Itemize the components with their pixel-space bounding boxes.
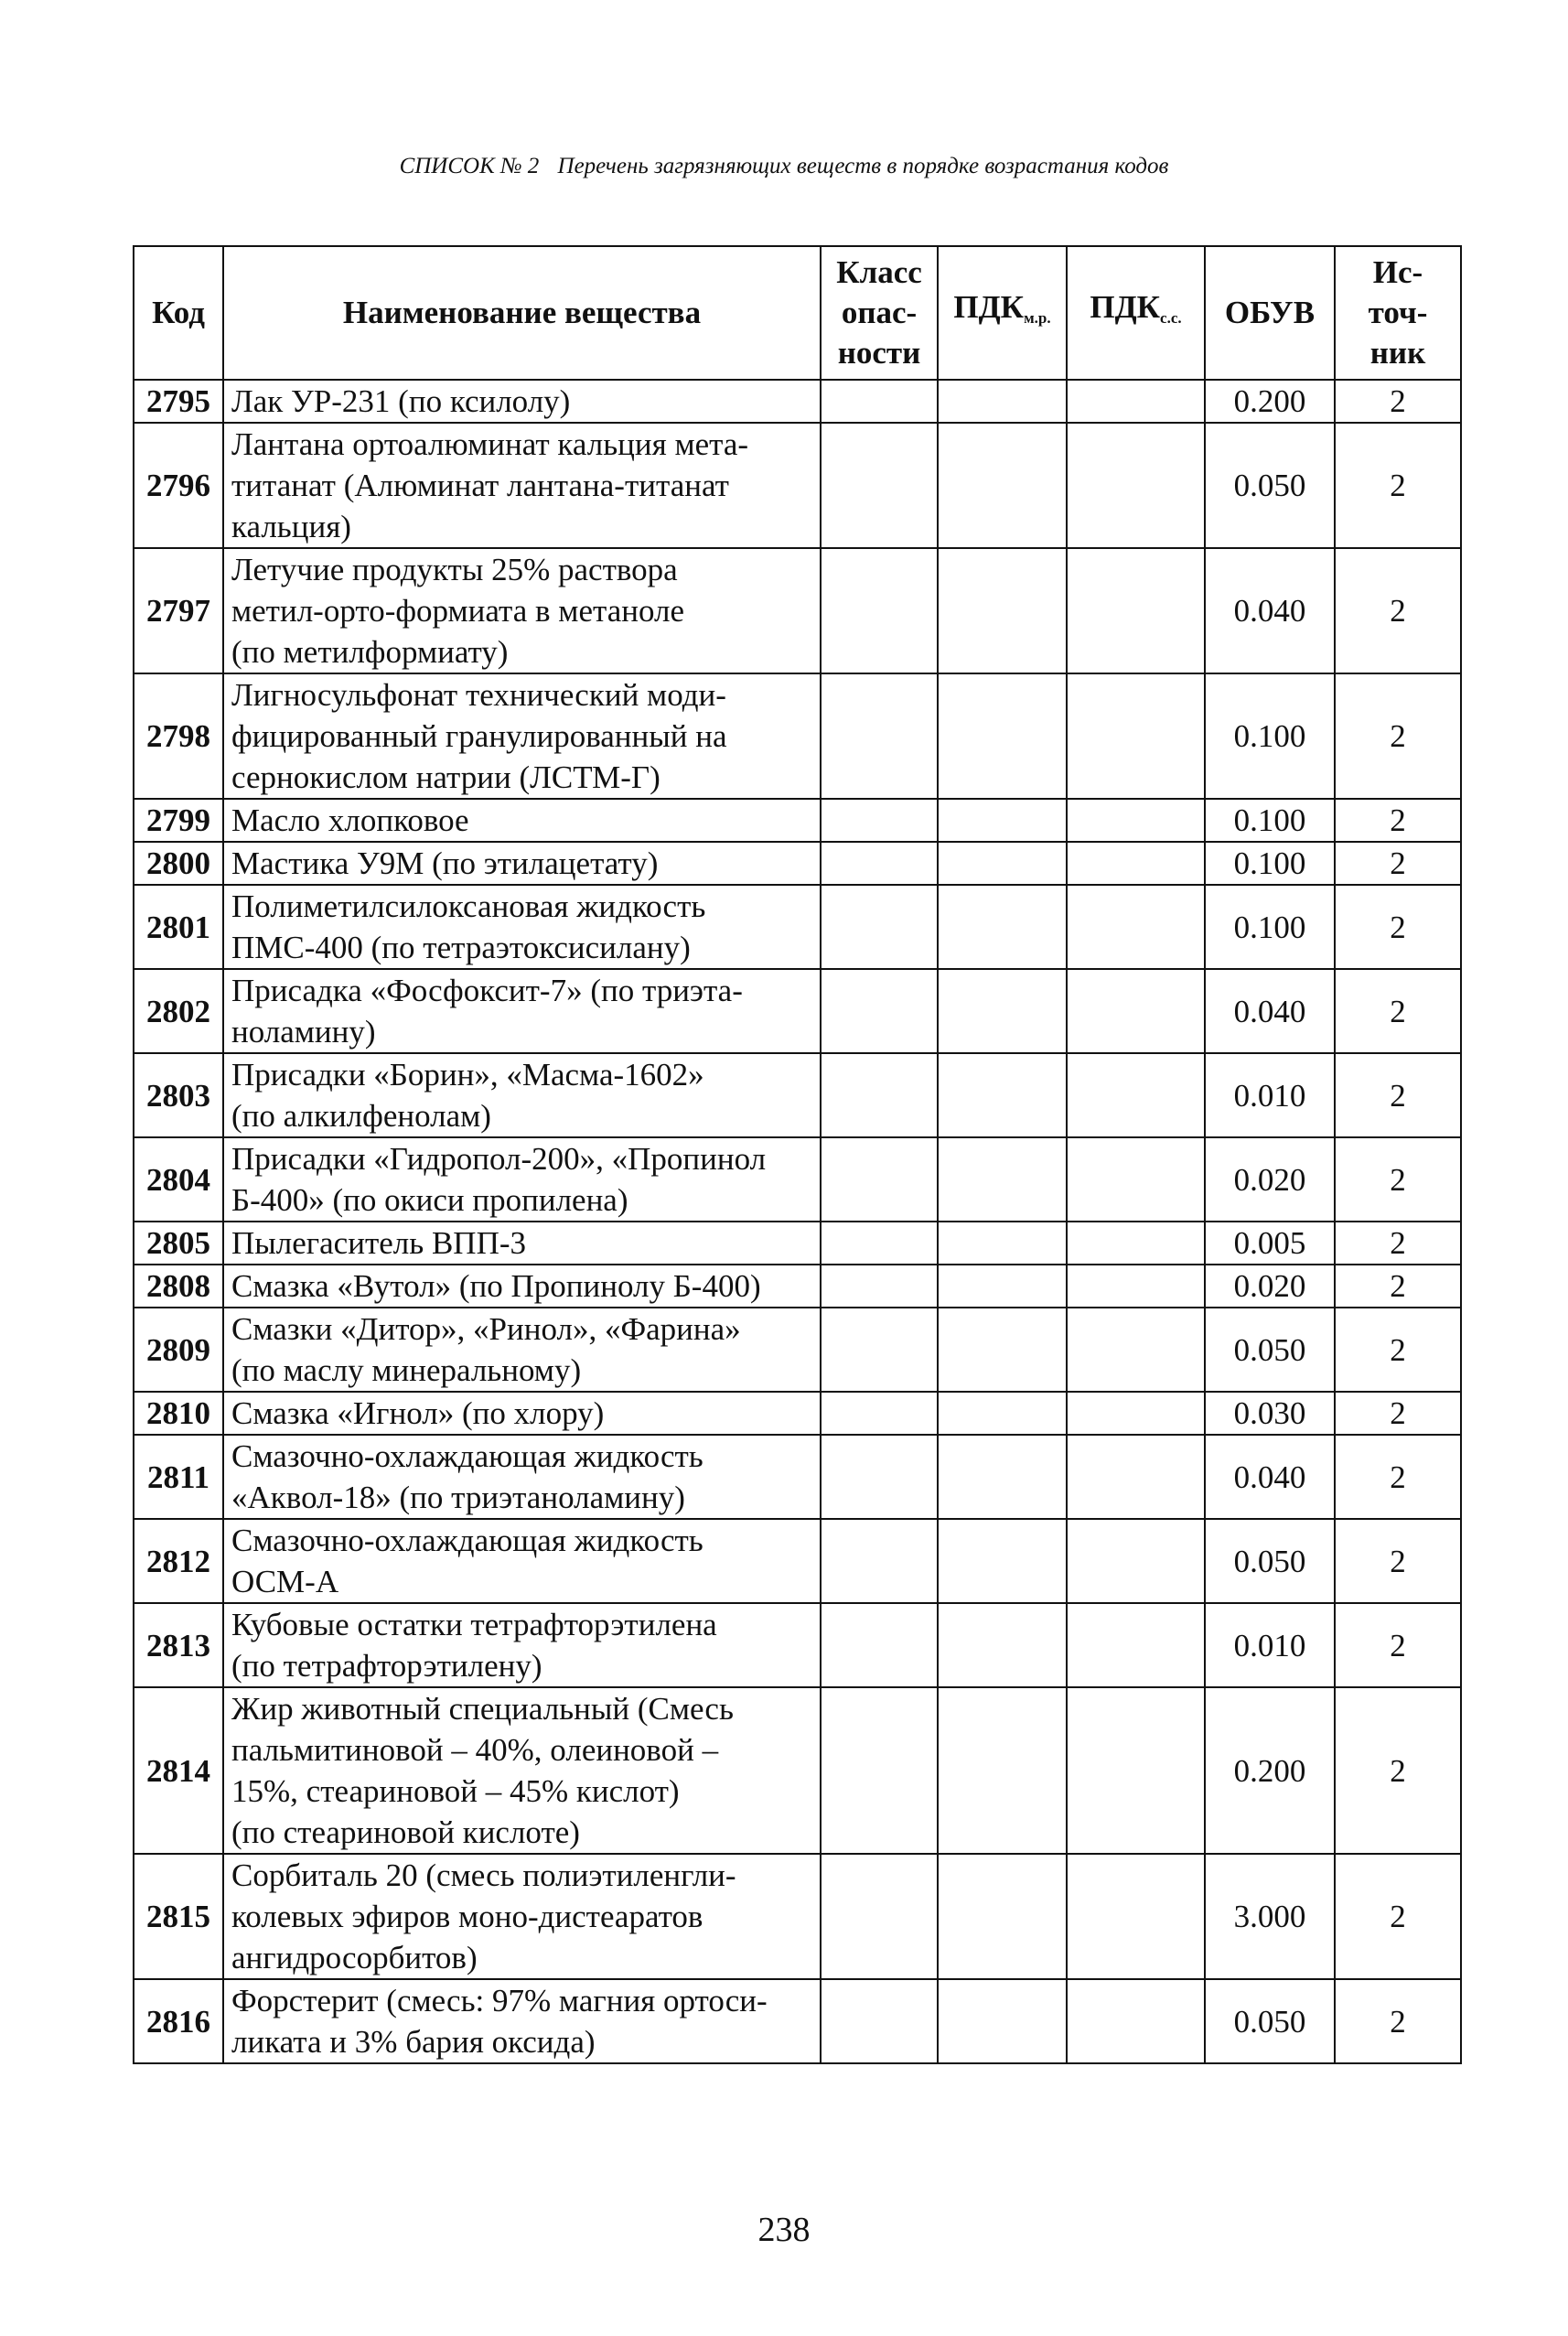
cell-code: 2797 bbox=[134, 548, 223, 673]
cell-pdk-ss bbox=[1067, 423, 1205, 548]
substance-name-line: Форстерит (смесь: 97% магния ортоси- bbox=[231, 1983, 768, 2018]
cell-code: 2813 bbox=[134, 1603, 223, 1687]
cell-obuv: 0.010 bbox=[1205, 1053, 1335, 1137]
cell-pdk-mr bbox=[938, 673, 1067, 799]
cell-obuv: 0.020 bbox=[1205, 1265, 1335, 1308]
cell-name bbox=[223, 673, 821, 799]
cell-source: 2 bbox=[1335, 842, 1461, 885]
substance-name-line: Лак УР-231 (по ксилолу) bbox=[231, 383, 571, 419]
cell-obuv: 0.100 bbox=[1205, 673, 1335, 799]
cell-name bbox=[223, 1265, 821, 1308]
table-row bbox=[134, 1979, 1461, 2063]
cell-hazard-class bbox=[821, 1687, 938, 1854]
cell-code: 2800 bbox=[134, 842, 223, 885]
cell-hazard-class bbox=[821, 673, 938, 799]
table-row bbox=[134, 1519, 1461, 1603]
cell-name bbox=[223, 1687, 821, 1854]
cell-obuv: 0.050 bbox=[1205, 1519, 1335, 1603]
cell-code: 2795 bbox=[134, 380, 223, 423]
cell-code: 2798 bbox=[134, 673, 223, 799]
substance-name-line: Полиметилсилоксановая жидкость bbox=[231, 888, 706, 924]
substance-name-line: Лигносульфонат технический моди- bbox=[231, 677, 726, 713]
cell-obuv: 0.050 bbox=[1205, 423, 1335, 548]
cell-pdk-ss bbox=[1067, 1308, 1205, 1392]
cell-source: 2 bbox=[1335, 799, 1461, 842]
cell-source: 2 bbox=[1335, 1854, 1461, 1979]
cell-code: 2804 bbox=[134, 1137, 223, 1222]
cell-hazard-class bbox=[821, 1603, 938, 1687]
cell-pdk-mr bbox=[938, 1979, 1067, 2063]
cell-hazard-class bbox=[821, 1137, 938, 1222]
cell-source: 2 bbox=[1335, 1137, 1461, 1222]
cell-pdk-mr bbox=[938, 1222, 1067, 1265]
cell-source: 2 bbox=[1335, 1392, 1461, 1435]
cell-obuv: 0.050 bbox=[1205, 1308, 1335, 1392]
substance-name-line: Б-400» (по окиси пропилена) bbox=[231, 1182, 628, 1218]
cell-code: 2809 bbox=[134, 1308, 223, 1392]
cell-code: 2816 bbox=[134, 1979, 223, 2063]
cell-pdk-ss bbox=[1067, 1687, 1205, 1854]
cell-name bbox=[223, 1519, 821, 1603]
cell-code: 2805 bbox=[134, 1222, 223, 1265]
substance-name-line: ноламину) bbox=[231, 1014, 376, 1050]
cell-hazard-class bbox=[821, 842, 938, 885]
cell-hazard-class bbox=[821, 1308, 938, 1392]
cell-source: 2 bbox=[1335, 1603, 1461, 1687]
table-body bbox=[134, 380, 1461, 2063]
table-row bbox=[134, 1222, 1461, 1265]
cell-obuv: 0.100 bbox=[1205, 799, 1335, 842]
cell-name bbox=[223, 1392, 821, 1435]
cell-source: 2 bbox=[1335, 969, 1461, 1053]
cell-code: 2799 bbox=[134, 799, 223, 842]
substance-name-line: Смазка «Вутол» (по Пропинолу Б-400) bbox=[231, 1268, 761, 1304]
substance-name-line: (по метилформиату) bbox=[231, 634, 509, 670]
cell-name bbox=[223, 1854, 821, 1979]
list-title: Перечень загрязняющих веществ в порядке возрастания кодов bbox=[557, 154, 1169, 178]
cell-source: 2 bbox=[1335, 673, 1461, 799]
cell-hazard-class bbox=[821, 380, 938, 423]
cell-name bbox=[223, 1435, 821, 1519]
substance-name-line: пальмитиновой – 40%, олеиновой – bbox=[231, 1732, 719, 1768]
cell-pdk-mr bbox=[938, 885, 1067, 969]
substance-name-line: Жир животный специальный (Смесь bbox=[231, 1691, 734, 1727]
substance-name-line: ангидросорбитов) bbox=[231, 1940, 478, 1975]
substance-name-line: фицированный гранулированный на bbox=[231, 718, 727, 754]
cell-hazard-class bbox=[821, 1392, 938, 1435]
substance-name-line: Смазочно-охлаждающая жидкость bbox=[231, 1438, 703, 1474]
cell-pdk-mr bbox=[938, 1265, 1067, 1308]
cell-pdk-ss bbox=[1067, 799, 1205, 842]
cell-pdk-ss bbox=[1067, 1392, 1205, 1435]
substance-name-line: Сорбиталь 20 (смесь полиэтиленгли- bbox=[231, 1857, 736, 1893]
cell-pdk-ss bbox=[1067, 1137, 1205, 1222]
cell-pdk-mr bbox=[938, 1519, 1067, 1603]
table-row bbox=[134, 548, 1461, 673]
cell-obuv: 0.040 bbox=[1205, 969, 1335, 1053]
cell-obuv: 0.010 bbox=[1205, 1603, 1335, 1687]
substance-name-line: (по стеариновой кислоте) bbox=[231, 1814, 580, 1850]
substance-name-line: ликата и 3% бария оксида) bbox=[231, 2024, 596, 2060]
table-row bbox=[134, 799, 1461, 842]
cell-hazard-class bbox=[821, 969, 938, 1053]
cell-pdk-mr bbox=[938, 799, 1067, 842]
cell-source: 2 bbox=[1335, 1308, 1461, 1392]
cell-pdk-ss bbox=[1067, 1222, 1205, 1265]
table-row bbox=[134, 1137, 1461, 1222]
cell-name bbox=[223, 1979, 821, 2063]
cell-pdk-ss bbox=[1067, 1603, 1205, 1687]
cell-obuv: 0.040 bbox=[1205, 548, 1335, 673]
cell-source: 2 bbox=[1335, 885, 1461, 969]
substance-name-line: (по алкилфенолам) bbox=[231, 1098, 491, 1134]
pollutants-table bbox=[133, 245, 1462, 2064]
cell-source: 2 bbox=[1335, 1519, 1461, 1603]
cell-obuv: 0.050 bbox=[1205, 1979, 1335, 2063]
substance-name-line: Присадка «Фосфоксит-7» (по триэта- bbox=[231, 973, 743, 1008]
cell-pdk-ss bbox=[1067, 1265, 1205, 1308]
cell-code: 2802 bbox=[134, 969, 223, 1053]
cell-pdk-ss bbox=[1067, 380, 1205, 423]
cell-code: 2796 bbox=[134, 423, 223, 548]
cell-source: 2 bbox=[1335, 548, 1461, 673]
cell-pdk-ss bbox=[1067, 842, 1205, 885]
substance-name-line: Присадки «Гидропол-200», «Пропинол bbox=[231, 1141, 767, 1177]
cell-pdk-mr bbox=[938, 548, 1067, 673]
cell-code: 2812 bbox=[134, 1519, 223, 1603]
cell-name bbox=[223, 1137, 821, 1222]
cell-source: 2 bbox=[1335, 1265, 1461, 1308]
col-header-name: Наименование вещества bbox=[223, 246, 821, 380]
cell-pdk-ss bbox=[1067, 548, 1205, 673]
substance-name-line: (по маслу минеральному) bbox=[231, 1352, 582, 1388]
cell-name bbox=[223, 799, 821, 842]
cell-pdk-mr bbox=[938, 1053, 1067, 1137]
cell-name bbox=[223, 423, 821, 548]
substance-name-line: 15%, стеариновой – 45% кислот) bbox=[231, 1773, 680, 1809]
table-row bbox=[134, 1687, 1461, 1854]
cell-hazard-class bbox=[821, 799, 938, 842]
table-row bbox=[134, 423, 1461, 548]
cell-name bbox=[223, 548, 821, 673]
cell-code: 2815 bbox=[134, 1854, 223, 1979]
cell-pdk-ss bbox=[1067, 969, 1205, 1053]
cell-obuv: 0.005 bbox=[1205, 1222, 1335, 1265]
substance-name-line: Пылегаситель ВПП-3 bbox=[231, 1225, 527, 1261]
substance-name-line: Смазочно-охлаждающая жидкость bbox=[231, 1523, 703, 1558]
substance-name-line: ПМС-400 (по тетраэтоксисилану) bbox=[231, 930, 691, 965]
cell-name bbox=[223, 1308, 821, 1392]
cell-hazard-class bbox=[821, 548, 938, 673]
table-row bbox=[134, 1265, 1461, 1308]
substance-name-line: (по тетрафторэтилену) bbox=[231, 1648, 542, 1684]
cell-obuv: 0.200 bbox=[1205, 380, 1335, 423]
table-row bbox=[134, 1053, 1461, 1137]
cell-pdk-mr bbox=[938, 969, 1067, 1053]
substance-name-line: колевых эфиров моно-дистеаратов bbox=[231, 1899, 703, 1934]
cell-code: 2811 bbox=[134, 1435, 223, 1519]
cell-obuv: 0.020 bbox=[1205, 1137, 1335, 1222]
cell-name bbox=[223, 380, 821, 423]
substance-name-line: Лантана ортоалюминат кальция мета- bbox=[231, 426, 749, 462]
col-header-pdk-mr: $ПДК_{м.р.}$ bbox=[938, 246, 1067, 380]
cell-hazard-class bbox=[821, 1053, 938, 1137]
cell-pdk-mr bbox=[938, 1392, 1067, 1435]
table-row bbox=[134, 885, 1461, 969]
table-row bbox=[134, 969, 1461, 1053]
cell-pdk-mr bbox=[938, 380, 1067, 423]
substance-name-line: кальция) bbox=[231, 509, 351, 544]
cell-source: 2 bbox=[1335, 1053, 1461, 1137]
cell-obuv: 0.030 bbox=[1205, 1392, 1335, 1435]
cell-hazard-class bbox=[821, 1854, 938, 1979]
table-row bbox=[134, 1392, 1461, 1435]
cell-name bbox=[223, 969, 821, 1053]
table-header-row bbox=[134, 246, 1461, 380]
table-row bbox=[134, 1603, 1461, 1687]
cell-pdk-ss bbox=[1067, 1854, 1205, 1979]
table-row bbox=[134, 1854, 1461, 1979]
cell-hazard-class bbox=[821, 1979, 938, 2063]
substance-name-line: Летучие продукты 25% раствора bbox=[231, 552, 678, 587]
page-header bbox=[0, 154, 1568, 179]
cell-name bbox=[223, 885, 821, 969]
substance-name-line: титанат (Алюминат лантана-титанат bbox=[231, 468, 729, 503]
col-header-obuv: ОБУВ bbox=[1205, 246, 1335, 380]
table-row bbox=[134, 1435, 1461, 1519]
page-number: 238 bbox=[757, 2211, 811, 2249]
cell-pdk-ss bbox=[1067, 673, 1205, 799]
cell-name bbox=[223, 1603, 821, 1687]
cell-pdk-mr bbox=[938, 423, 1067, 548]
cell-hazard-class bbox=[821, 1435, 938, 1519]
substance-name-line: метил-орто-формиата в метаноле bbox=[231, 593, 685, 629]
cell-pdk-mr bbox=[938, 1308, 1067, 1392]
cell-obuv: 0.100 bbox=[1205, 885, 1335, 969]
cell-hazard-class bbox=[821, 1265, 938, 1308]
cell-source: 2 bbox=[1335, 1979, 1461, 2063]
cell-hazard-class bbox=[821, 1222, 938, 1265]
table-row bbox=[134, 380, 1461, 423]
cell-hazard-class bbox=[821, 423, 938, 548]
list-label: СПИСОК № 2 bbox=[399, 154, 540, 178]
cell-pdk-mr bbox=[938, 1435, 1067, 1519]
cell-source: 2 bbox=[1335, 423, 1461, 548]
cell-code: 2801 bbox=[134, 885, 223, 969]
cell-code: 2808 bbox=[134, 1265, 223, 1308]
cell-name bbox=[223, 1222, 821, 1265]
substance-name-line: Присадки «Борин», «Масма-1602» bbox=[231, 1057, 704, 1093]
col-header-pdk-ss: $ПДК_{с.с.}$ bbox=[1067, 246, 1205, 380]
substance-name-line: Смазка «Игнол» (по хлору) bbox=[231, 1395, 605, 1431]
cell-obuv: 0.100 bbox=[1205, 842, 1335, 885]
cell-hazard-class bbox=[821, 885, 938, 969]
cell-pdk-ss bbox=[1067, 1053, 1205, 1137]
substance-name-line: Смазки «Дитор», «Ринол», «Фарина» bbox=[231, 1311, 741, 1347]
cell-pdk-mr bbox=[938, 1687, 1067, 1854]
table-row bbox=[134, 1308, 1461, 1392]
cell-source: 2 bbox=[1335, 380, 1461, 423]
cell-obuv: 0.200 bbox=[1205, 1687, 1335, 1854]
table-row bbox=[134, 673, 1461, 799]
cell-source: 2 bbox=[1335, 1222, 1461, 1265]
cell-pdk-mr bbox=[938, 1603, 1067, 1687]
cell-source: 2 bbox=[1335, 1435, 1461, 1519]
cell-pdk-mr bbox=[938, 842, 1067, 885]
col-header-source: Ис- точ- ник bbox=[1335, 246, 1461, 380]
cell-pdk-mr bbox=[938, 1137, 1067, 1222]
cell-source: 2 bbox=[1335, 1687, 1461, 1854]
cell-obuv: 3.000 bbox=[1205, 1854, 1335, 1979]
cell-name bbox=[223, 1053, 821, 1137]
substance-name-line: Масло хлопковое bbox=[231, 802, 469, 838]
substance-name-line: Мастика У9М (по этилацетату) bbox=[231, 845, 659, 881]
substance-name-line: сернокислом натрии (ЛСТМ-Г) bbox=[231, 759, 660, 795]
col-header-hazard-class: Класс опас- ности bbox=[821, 246, 938, 380]
cell-hazard-class bbox=[821, 1519, 938, 1603]
cell-pdk-ss bbox=[1067, 885, 1205, 969]
cell-obuv: 0.040 bbox=[1205, 1435, 1335, 1519]
cell-code: 2810 bbox=[134, 1392, 223, 1435]
table-row bbox=[134, 842, 1461, 885]
cell-pdk-ss bbox=[1067, 1435, 1205, 1519]
cell-code: 2803 bbox=[134, 1053, 223, 1137]
cell-name bbox=[223, 842, 821, 885]
cell-code: 2814 bbox=[134, 1687, 223, 1854]
col-header-code: Код bbox=[134, 246, 223, 380]
substance-name-line: Кубовые остатки тетрафторэтилена bbox=[231, 1607, 717, 1642]
substance-name-line: «Аквол-18» (по триэтаноламину) bbox=[231, 1480, 685, 1515]
substance-name-line: ОСМ-А bbox=[231, 1564, 339, 1599]
cell-pdk-ss bbox=[1067, 1519, 1205, 1603]
cell-pdk-ss bbox=[1067, 1979, 1205, 2063]
cell-pdk-mr bbox=[938, 1854, 1067, 1979]
